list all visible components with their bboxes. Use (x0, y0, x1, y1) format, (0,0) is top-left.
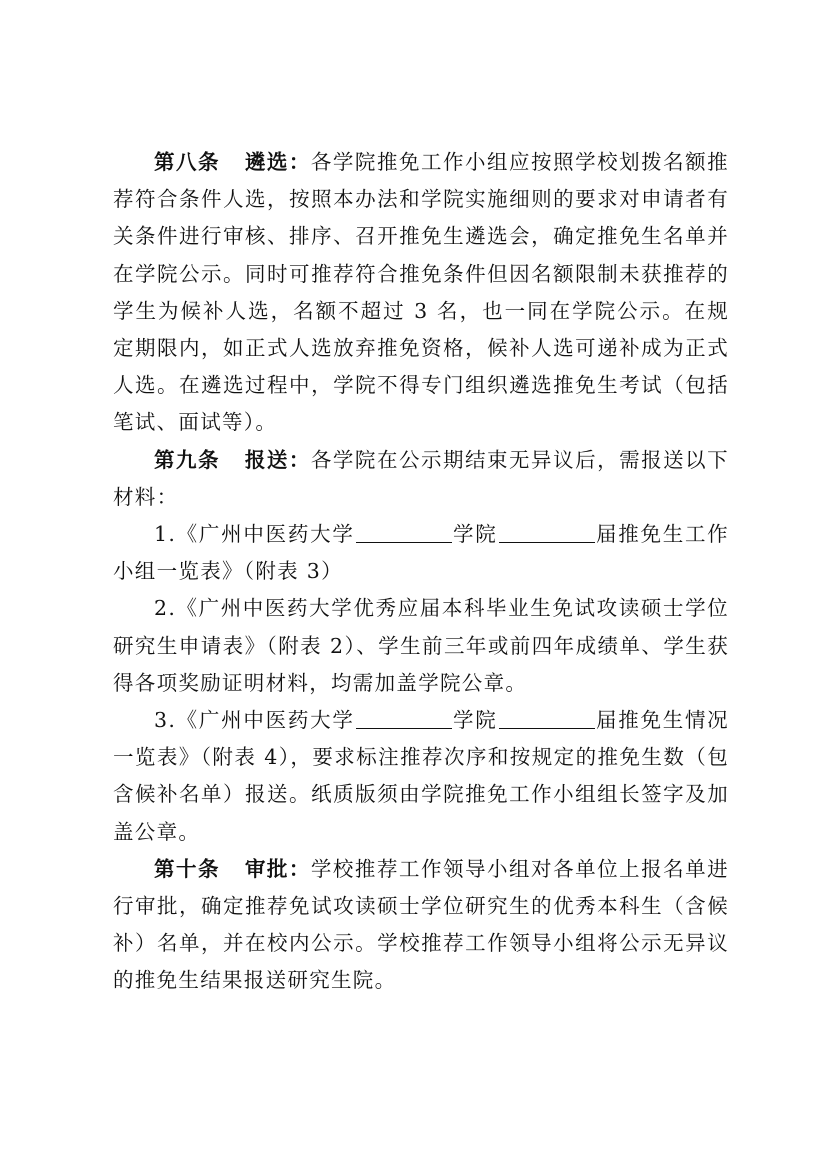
year-blank (499, 522, 595, 544)
item-1-prefix: 1.《广州中医药大学 (154, 522, 355, 547)
article-9-text: 各学院在公示期结束无异议后，需报送以下材料： (113, 447, 729, 509)
article-10-label: 第十条 (154, 856, 221, 881)
article-8-colon: ： (288, 150, 311, 174)
article-9-colon: ： (288, 447, 311, 472)
article-8-label: 第八条 (154, 150, 221, 174)
article-9-title: 报送 (244, 447, 289, 472)
article-10-colon: ： (288, 856, 311, 881)
article-8 (113, 144, 729, 442)
article-10 (113, 851, 729, 1000)
college-blank (356, 708, 452, 730)
article-9 (113, 442, 729, 516)
article-9-item-3 (113, 702, 729, 851)
item-3-prefix: 3.《广州中医药大学 (154, 708, 355, 733)
item-1-suffix: 届推免生工作小组一览表》（附表 3） (113, 522, 729, 584)
year-blank (499, 708, 595, 730)
college-blank (356, 522, 452, 544)
article-10-title: 审批 (244, 856, 289, 881)
article-8-text: 各学院推免工作小组应按照学校划拨名额推荐符合条件人选，按照本办法和学院实施细则的要求对申请者有关条件进行审核、排序、召开推免生遴选会，确定推免生名单并在学院公示。同时可推荐符合推免条件但因名额限制未获推荐的学生为候补人选，名额不超过 3 名，也一同在学院公示。在规定期限内，如正式人选放弃推免资格，候补人选可递补成为正式人选。在遴选过程中，学院不得专门组织遴选推免生考试（包括笔试、面试等）。 (113, 150, 729, 435)
article-10-text: 学校推荐工作领导小组对各单位上报名单进行审批，确定推荐免试攻读硕士学位研究生的优秀本科生（含候补）名单，并在校内公示。学校推荐工作领导小组将公示无异议的推免生结果报送研究生院。 (113, 856, 729, 993)
item-1-mid: 学院 (452, 522, 498, 547)
item-3-mid: 学院 (452, 708, 498, 733)
item-3-suffix: 届推免生情况一览表》（附表 4），要求标注推荐次序和按规定的推免生数（包含候补名单）报送。纸质版须由学院推免工作小组组长签字及加盖公章。 (113, 708, 729, 844)
article-9-item-1 (113, 516, 729, 590)
item-2-text: 2.《广州中医药大学优秀应届本科毕业生免试攻读硕士学位研究生申请表》（附表 2）、学生前三年或前四年成绩单、学生获得各项奖励证明材料，均需加盖学院公章。 (113, 596, 729, 695)
article-8-title: 遴选 (244, 150, 289, 174)
document-page (113, 144, 729, 1000)
article-9-label: 第九条 (154, 447, 221, 472)
article-9-item-2 (113, 590, 729, 702)
